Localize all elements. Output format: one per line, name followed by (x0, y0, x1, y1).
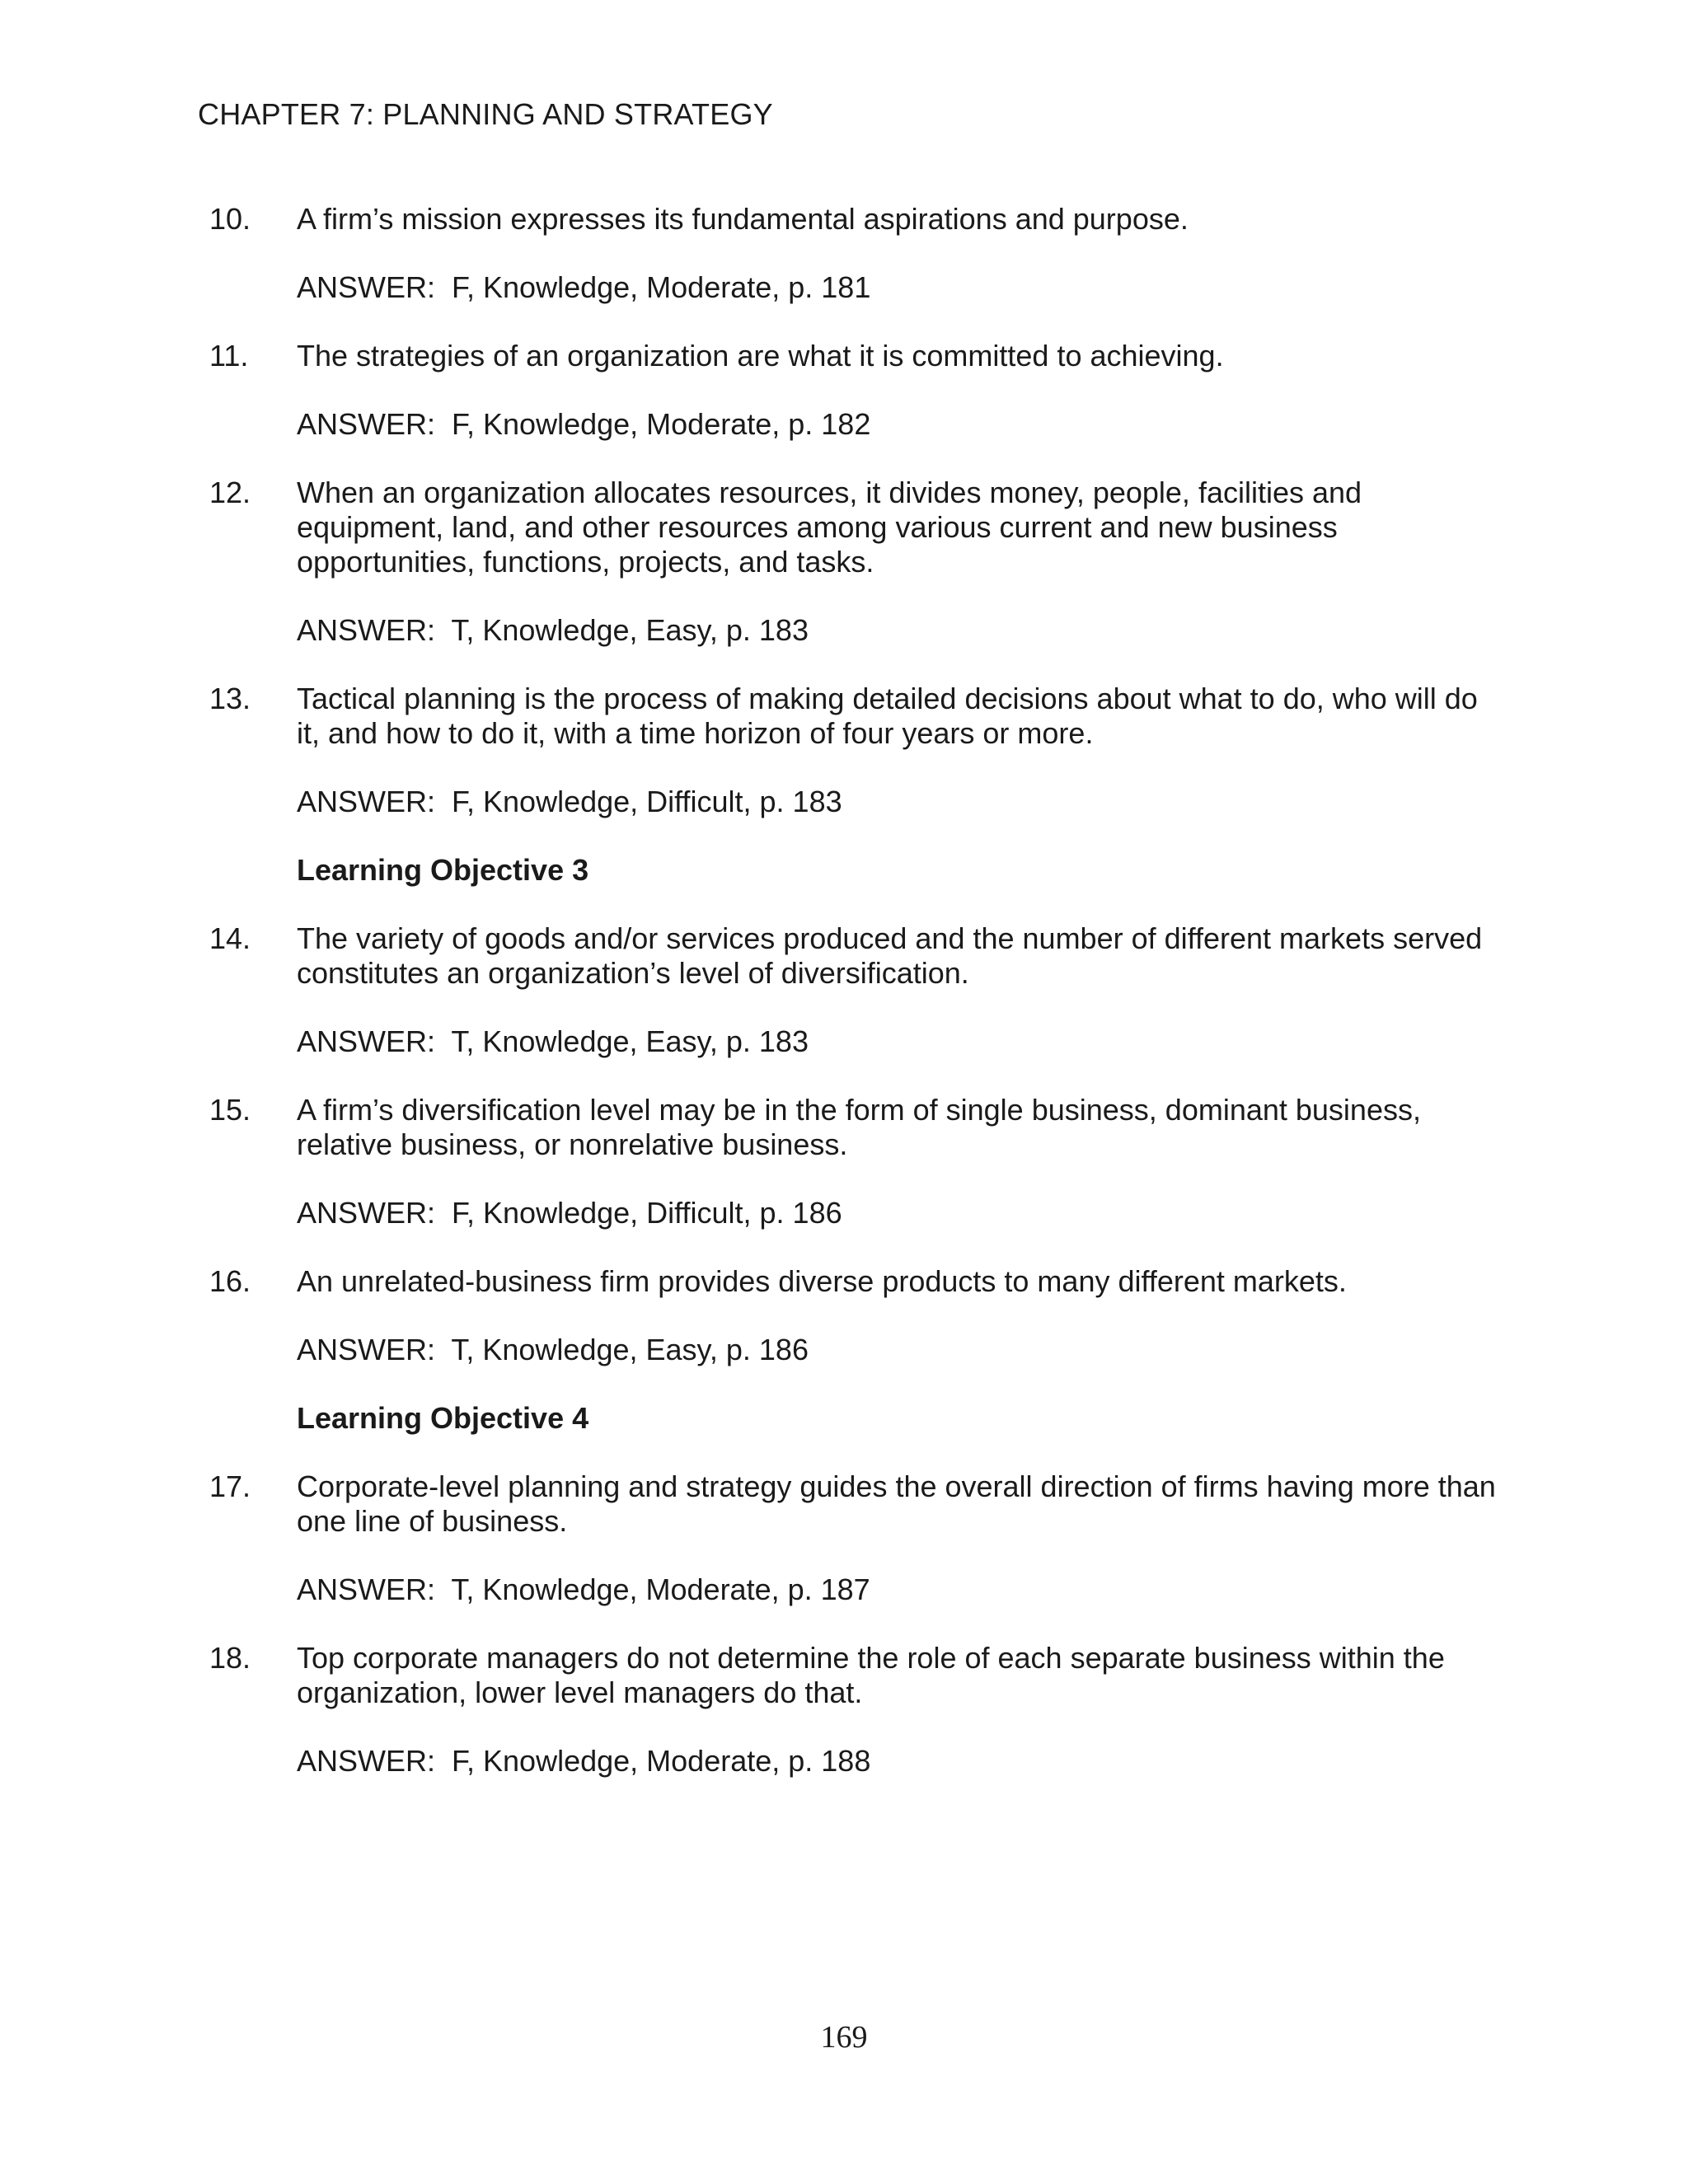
question-list (0, 202, 1688, 1812)
question-item (0, 682, 1688, 819)
question-number: 16. (209, 1264, 251, 1298)
answer-key: ANSWER: T, Knowledge, Moderate, p. 187 (297, 1572, 870, 1606)
question-item (0, 1264, 1688, 1367)
question-number: 11. (209, 339, 249, 373)
question-number: 13. (209, 682, 251, 715)
answer-key: ANSWER: F, Knowledge, Difficult, p. 183 (297, 785, 842, 818)
answer-key: ANSWER: F, Knowledge, Difficult, p. 186 (297, 1196, 842, 1230)
question-number: 12. (209, 476, 251, 509)
answer-key: ANSWER: T, Knowledge, Easy, p. 186 (297, 1333, 809, 1366)
question-number: 14. (209, 921, 251, 955)
question-item (0, 339, 1688, 442)
answer-key: ANSWER: F, Knowledge, Moderate, p. 181 (297, 270, 871, 304)
question-item (0, 1093, 1688, 1230)
question-text: The variety of goods and/or services produced and the number of different markets served constitutes an organization’s level of diversification. (297, 921, 1483, 990)
question-item (0, 202, 1688, 305)
learning-objective-heading: Learning Objective 3 (297, 853, 589, 887)
answer-key: ANSWER: F, Knowledge, Moderate, p. 188 (297, 1744, 871, 1778)
answer-key: ANSWER: T, Knowledge, Easy, p. 183 (297, 613, 809, 647)
question-text: A firm’s mission expresses its fundamental aspirations and purpose. (297, 202, 1189, 236)
question-item (0, 1641, 1688, 1779)
question-number: 18. (209, 1641, 251, 1675)
question-text: When an organization allocates resources, it divides money, people, facilities and equipment, land, and other resources among various current and new business opportunities, functions, projects, and tasks. (297, 476, 1362, 579)
question-text: The strategies of an organization are what it is committed to achieving. (297, 339, 1224, 373)
question-text: An unrelated-business firm provides diverse products to many different markets. (297, 1264, 1347, 1298)
answer-key: ANSWER: T, Knowledge, Easy, p. 183 (297, 1024, 809, 1058)
question-text: Top corporate managers do not determine the role of each separate business within the organization, lower level managers do that. (297, 1641, 1445, 1709)
question-item (0, 1469, 1688, 1607)
question-text: Tactical planning is the process of making detailed decisions about what to do, who will do it, and how to do it, with a time horizon of four years or more. (297, 682, 1478, 750)
question-number: 17. (209, 1469, 251, 1503)
question-text: Corporate-level planning and strategy guides the overall direction of firms having more than one line of business. (297, 1469, 1496, 1538)
question-number: 15. (209, 1093, 251, 1127)
question-number: 10. (209, 202, 251, 236)
question-text: A firm’s diversification level may be in the form of single business, dominant business, relative business, or nonrelative business. (297, 1093, 1421, 1161)
question-item (0, 921, 1688, 1059)
learning-objective-heading: Learning Objective 4 (297, 1401, 589, 1435)
answer-key: ANSWER: F, Knowledge, Moderate, p. 182 (297, 407, 871, 441)
chapter-header: CHAPTER 7: PLANNING AND STRATEGY (198, 97, 773, 131)
page-number: 169 (820, 2020, 868, 2055)
question-item (0, 476, 1688, 648)
